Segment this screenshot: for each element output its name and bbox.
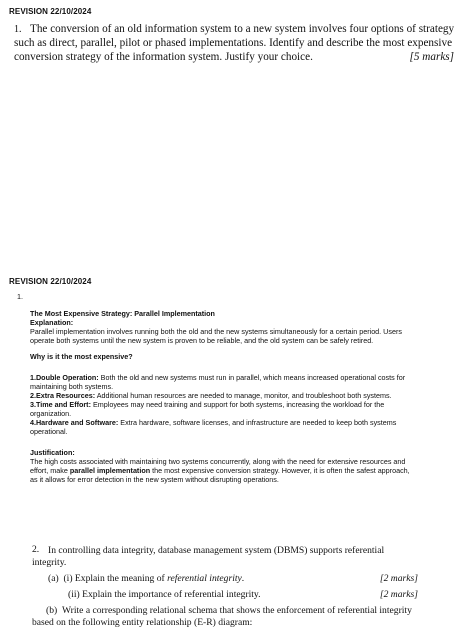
list-item-continued: operational. [30, 427, 68, 436]
justification-label: Justification: [30, 448, 75, 457]
explanation-text: operate both systems until the new system is proven to be reliable, and the old system can be safely retired. [30, 336, 374, 345]
question-number: 1. [14, 24, 22, 35]
question-text-line: integrity. [32, 557, 67, 568]
list-item: 3.Time and Effort: Employees may need training and support for both systems, increasing the workload for the [30, 400, 385, 409]
answer-block [30, 309, 466, 484]
list-item: 1.Double Operation: Both the old and new systems must run in parallel, which means increased operational costs for [30, 373, 406, 382]
part-label: (b) [46, 605, 58, 616]
explanation-label: Explanation: [30, 318, 74, 327]
question-part-a-i: (a) (i) Explain the meaning of referential integrity. [2 marks] [48, 573, 418, 584]
question-text-line: based on the following entity relationship (E-R) diagram: [32, 617, 253, 628]
question-part-b: (b) Write a corresponding relational schema that shows the enforcement of referential integrity [46, 605, 412, 616]
part-label: (a) [48, 573, 59, 584]
justification-text: effort, make parallel implementation the most expensive conversion strategy. However, it is often the safest approach, [30, 466, 410, 475]
revision-header: REVISION 22/10/2024 [9, 7, 92, 16]
reasons-list [30, 373, 466, 436]
question-1 [14, 22, 462, 64]
question-text-line: The conversion of an old information system to a new system involves four options of strategy [30, 23, 455, 35]
revision-header: REVISION 22/10/2024 [9, 277, 92, 286]
question-text-line: In controlling data integrity, database management system (DBMS) supports referential [48, 545, 385, 556]
list-item: 2.Extra Resources: Additional human resources are needed to manage, monitor, and troubleshoot both systems. [30, 391, 392, 400]
question-text-line: conversion strategy of the information system. Justify your choice. [14, 51, 313, 63]
why-heading: Why is it the most expensive? [30, 352, 133, 361]
answer-number: 1. [17, 292, 23, 301]
explanation-text: Parallel implementation involves running both the old and the new systems simultaneously for a certain period. Users [30, 327, 402, 336]
justification-text: The high costs associated with maintaining two systems concurrently, along with the need for extensive resources and [30, 457, 406, 466]
question-number: 2. [32, 544, 40, 555]
marks-label: [2 marks] [379, 573, 418, 584]
marks-label: [5 marks] [409, 51, 454, 63]
justification-text: as it allows for error detection in the new system without disrupting operations. [30, 475, 279, 484]
question-text-line: such as direct, parallel, pilot or phased implementations. Identify and describe the most expensive [14, 37, 453, 49]
answer-title: The Most Expensive Strategy: Parallel Implementation [30, 309, 215, 318]
question-part-a-ii: (ii) Explain the importance of referential integrity. [2 marks] [68, 589, 418, 600]
marks-label: [2 marks] [379, 589, 418, 600]
list-item: 4.Hardware and Software: Extra hardware, software licenses, and infrastructure are needed to keep both systems [30, 418, 397, 427]
list-item-continued: organization. [30, 409, 72, 418]
list-item-continued: maintaining both systems. [30, 382, 114, 391]
